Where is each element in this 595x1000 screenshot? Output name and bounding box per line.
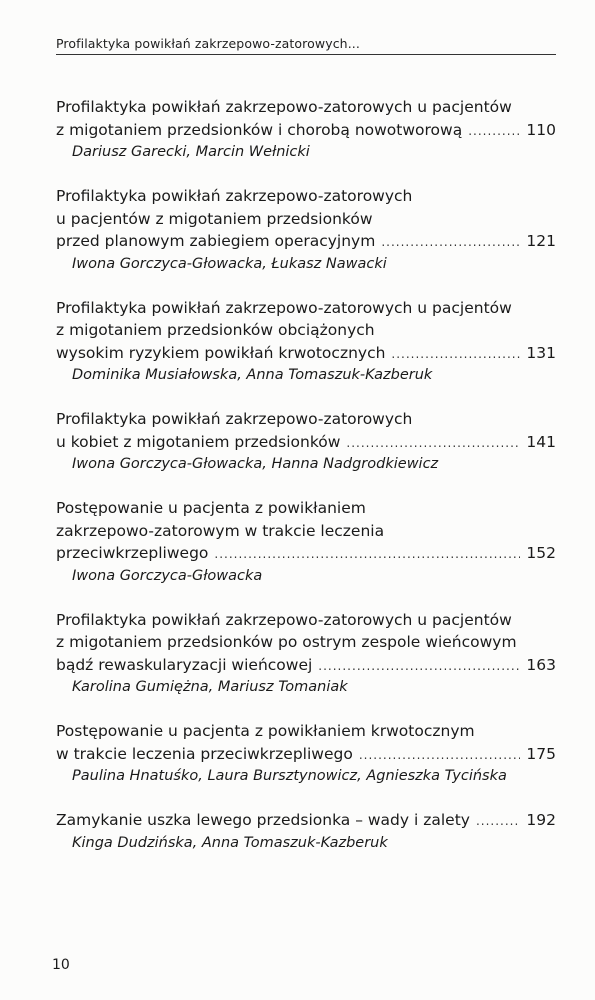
toc-entry[interactable] (56, 96, 556, 163)
table-of-contents (56, 96, 556, 876)
toc-entry-authors: Iwona Gorczyca-Głowacka, Hanna Nadgrodkiewicz (72, 456, 439, 472)
toc-entry-page-number: 175 (526, 744, 556, 763)
toc-entry-title-last-line (56, 342, 556, 366)
toc-entry-authors: Kinga Dudzińska, Anna Tomaszuk-Kazberuk (72, 834, 388, 851)
toc-entry-title-text: bądź rewaskularyzacji wieńcowej (56, 655, 313, 674)
toc-entry-title-line: Profilaktyka powikłań zakrzepowo-zatorowych u pacjentów (56, 610, 512, 629)
toc-entry-authors: Karolina Gumiężna, Mariusz Tomaniak (72, 679, 348, 695)
dot-leader (318, 655, 520, 678)
toc-entry-title-line: Profilaktyka powikłań zakrzepowo-zatorowych u pacjentów (56, 298, 512, 317)
toc-entry-title-last-line (56, 431, 556, 455)
toc-entry[interactable] (56, 720, 556, 787)
toc-entry-page-number: 192 (526, 811, 556, 829)
toc-entry-title-line: z migotaniem przedsionków obciążonych (56, 321, 375, 339)
toc-entry-title-last-line (56, 542, 556, 566)
toc-entry-title-last-line (56, 230, 556, 254)
toc-entry-title-text: Zamykanie uszka lewego przedsionka – wady i zalety (56, 811, 470, 829)
toc-entry-page-number: 152 (526, 544, 556, 562)
toc-entry-title-line: Profilaktyka powikłań zakrzepowo-zatorowych (56, 187, 413, 205)
dot-leader (381, 231, 520, 254)
toc-entry[interactable] (56, 809, 556, 854)
toc-entry-title-line: Postępowanie u pacjenta z powikłaniem krwotocznym (56, 722, 475, 740)
page-number: 10 (52, 957, 70, 973)
toc-entry[interactable] (56, 408, 556, 475)
toc-entry-page-number: 141 (526, 432, 556, 451)
dot-leader (346, 432, 520, 455)
toc-entry-title-last-line (56, 119, 556, 143)
toc-entry-title-line: Profilaktyka powikłań zakrzepowo-zatorowych u pacjentów (56, 98, 512, 116)
toc-entry-page-number: 163 (526, 655, 556, 674)
toc-entry[interactable] (56, 185, 556, 275)
toc-entry-title-text: w trakcie leczenia przeciwkrzepliwego (56, 744, 353, 763)
running-header: Profilaktyka powikłań zakrzepowo-zatorowych... (56, 36, 556, 55)
toc-entry-page-number: 131 (526, 343, 556, 362)
toc-entry-page-number: 110 (526, 120, 556, 139)
dot-leader (476, 810, 520, 833)
toc-entry-title-last-line (56, 743, 556, 767)
toc-entry-title-text: przed planowym zabiegiem operacyjnym (56, 232, 376, 250)
toc-entry-title-text: u kobiet z migotaniem przedsionków (56, 432, 341, 451)
toc-entry-authors: Iwona Gorczyca-Głowacka (72, 567, 263, 584)
toc-entry-title-text: wysokim ryzykiem powikłań krwotocznych (56, 343, 386, 362)
toc-entry-title-line: zakrzepowo-zatorowym w trakcie leczenia (56, 521, 385, 540)
toc-entry-authors: Dariusz Garecki, Marcin Wełnicki (72, 144, 310, 160)
toc-entry-title-last-line (56, 809, 556, 833)
toc-entry-title-last-line (56, 654, 556, 678)
toc-entry-title-line: z migotaniem przedsionków po ostrym zespole wieńcowym (56, 633, 517, 651)
toc-entry[interactable] (56, 609, 556, 699)
toc-entry-authors: Iwona Gorczyca-Głowacka, Łukasz Nawacki (72, 255, 387, 272)
toc-entry-page-number: 121 (526, 232, 556, 250)
dot-leader (468, 120, 520, 143)
toc-entry-title-text: przeciwkrzepliwego (56, 544, 209, 562)
toc-entry-title-line: u pacjentów z migotaniem przedsionków (56, 209, 373, 228)
toc-entry-title-line: Postępowanie u pacjenta z powikłaniem (56, 499, 366, 517)
dot-leader (214, 543, 520, 566)
toc-entry-authors: Paulina Hnatuśko, Laura Bursztynowicz, Agnieszka Tycińska (72, 768, 507, 784)
dot-leader (359, 744, 521, 767)
dot-leader (391, 343, 520, 366)
toc-entry-title-text: z migotaniem przedsionków i chorobą nowotworową (56, 120, 463, 139)
toc-entry-authors: Dominika Musiałowska, Anna Tomaszuk-Kazberuk (72, 367, 433, 383)
toc-entry[interactable] (56, 497, 556, 587)
toc-entry[interactable] (56, 297, 556, 387)
toc-entry-title-line: Profilaktyka powikłań zakrzepowo-zatorowych (56, 410, 413, 428)
